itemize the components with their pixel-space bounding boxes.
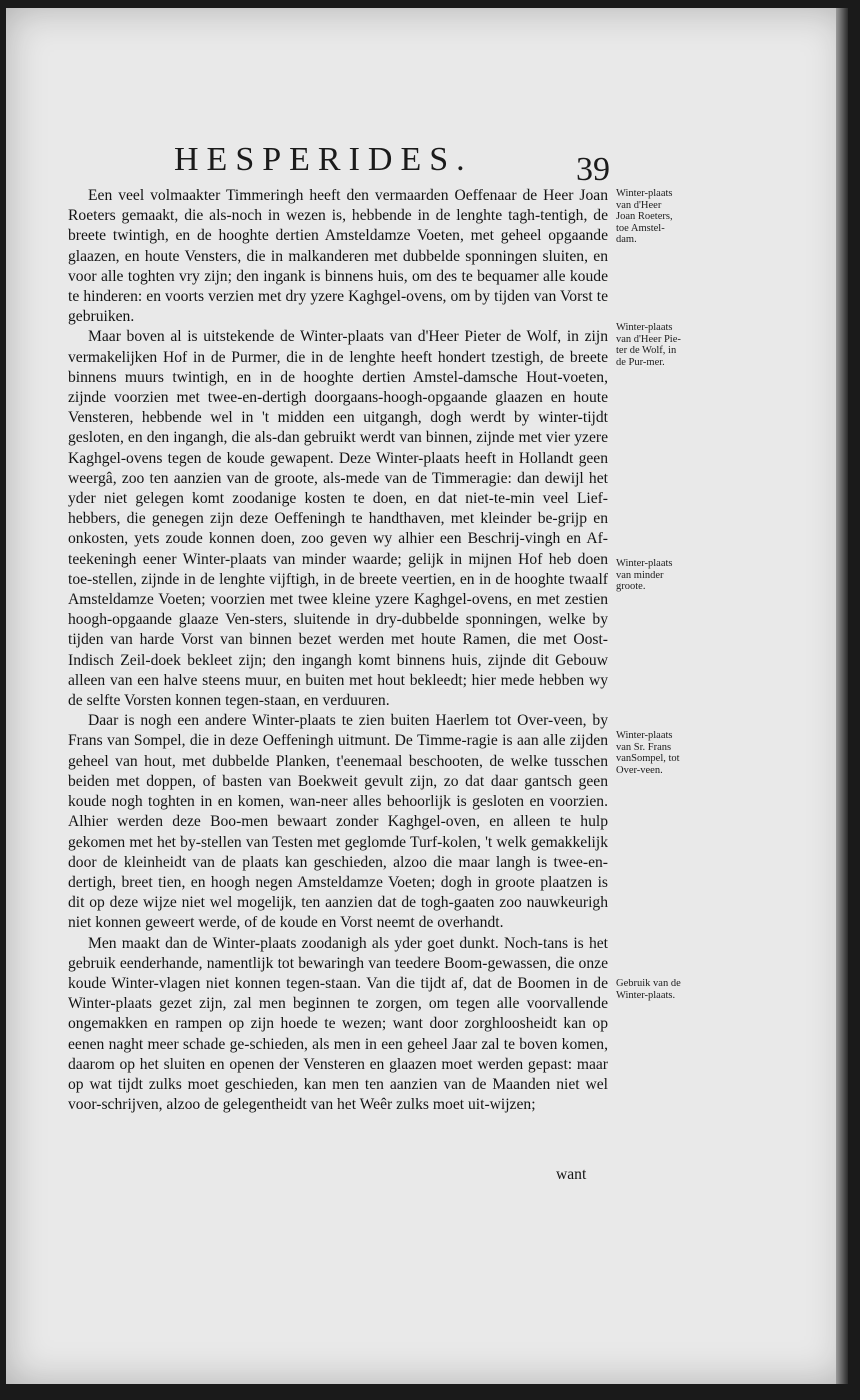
book-page	[6, 8, 848, 1384]
paragraph-de-wolf: Maar boven al is uitstekende de Winter-plaats van d'Heer Pieter de Wolf, in zijn vermakelijken Hof in de Purmer, die in de lenghte heeft hondert tzestigh, de breete binnens muurs twintigh, en in de hooghte dertien Amstel-damsche Hout-voeten, zijnde voorzien met twee-en-dertigh doorgaans-hoogh-opgaande glaazen en houte Vensteren, hebbende wel in 't midden een uitgangh, dogh werdt by winter-tijdt gesloten, en den ingangh, die als-dan gebruikt werdt van binnen, zijnde met vier yzere Kaghgel-ovens tegen de koude gewapent. Deze Winter-plaats heeft in Hollandt geen weergâ, zoo ten aanzien van de groote, als-mede van de Timmeragie: dan dewijl het yder niet gelegen komt zoodanige kosten te doen, en dat niet-te-min veel Lief-hebbers, die genegen zijn deze Oeffeningh te handthaven, met kleinder be-grijp en onkosten, yets zoude konnen doen, zoo geven wy alhier een Beschrij-vingh en Af-teekeningh eener Winter-plaats van minder waarde; gelijk in mijnen Hof heb doen toe-stellen, zijnde in de lenghte vijftigh, in de breete veertien, en in de hooghte twaalf Amsteldamze Voeten; voorzien met twee kleine yzere Kaghgel-ovens, en met zestien hoogh-opgaande glaaze Ven-sters, sluitende in dry-dubbelde sponningen, welke by tijden van harde Vorst van binnen bezet werden met houte Ramen, die met Oost-Indisch Zeil-doek bekleet zijn; den ingangh komt binnens huis, zijnde dit Gebouw alleen van een halve steens muur, en buiten met hout bekleedt; hier mede hebben wy de selfte Vorsten konnen tegen-staan, en verduuren.	[68, 328, 608, 710]
margin-note-gebruik: Gebruik van de Winter-plaats.	[616, 978, 681, 1001]
paragraph-van-sompel: Daar is nogh een andere Winter-plaats te zien buiten Haerlem tot Over-veen, by Frans van Sompel, die in deze Oeffeningh uitmunt. De Timme-ragie is aan alle zijden geheel van hout, met dubbelde Planken, t'eenemaal beschooten, de welke tusschen beiden met doppen, of basten van Boekweit gevult zijn, zo dat daar gantsch geen koude nogh toghten in en komen, wan-neer alles behoorlijk is gesloten en voorzien. Alhier werden deze Boo-men bewaart zonder Kaghgel-oven, en alleen te hulp gekomen met het by-stellen van Testen met geglomde Turf-kolen, 't welk gemakkelijk door de kleinheidt van de plaats kan geschieden, alzoo die maar langh is twee-en-dertigh, breet tien, en hoogh negen Amsteldamze Voeten; dogh in groote plaatzen is dit op deze wijze niet wel mogelijk, ten aanzien dat de togh-gaaten zoo nauwkeurigh niet konnen geweert werde, of de koude en Vorst neemt de overhandt.	[68, 712, 608, 932]
margin-note-roeters: Winter-plaats van d'Heer Joan Roeters, toe Amstel-dam.	[616, 188, 673, 245]
running-title: HESPERIDES.	[174, 141, 473, 178]
page-number: 39	[576, 151, 610, 188]
margin-note-de-wolf: Winter-plaats van d'Heer Pie-ter de Wolf, in de Pur-mer.	[616, 322, 681, 368]
margin-note-minder-groote: Winter-plaats van minder groote.	[616, 558, 673, 592]
paragraph-roeters: Een veel volmaakter Timmeringh heeft den vermaarden Oeffenaar de Heer Joan Roeters gemaakt, die als-noch in wezen is, hebbende in de lenghte tagh-tentigh, de breete twintigh, en de hooghte dertien Amsteldamze Voeten, met geheel opgaande glaazen, en houte Vensters, die in malkanderen met dubbelde sponningen sluiten, en voor alle toghten vry zijn; den ingank is binnens huis, om des te bequamer alle koude te hinderen: en voorts verzien met dry yzere Kaghgel-ovens, om by tijden van Vorst te gebruiken.	[68, 187, 608, 326]
body-text	[68, 186, 608, 1115]
catchword: want	[556, 1166, 587, 1183]
paragraph-gebruik: Men maakt dan de Winter-plaats zoodanigh als yder goet dunkt. Noch-tans is het gebruik eenderhande, namentlijk tot bewaringh van teedere Boom-gewassen, die onze koude Winter-vlagen niet konnen tegen-staan. Van die tijdt af, dat de Boomen in de Winter-plaats gezet zijn, zal men beginnen te zorgen, om tegen alle voorvallende ongemakken en rampen op zijn hoede te wezen; want door zorghloosheidt kan op eenen naght meer schade ge-schieden, als men in een geheel Jaar zal te boven komen, daarom op het sluiten en openen der Vensteren en glaazen moet werden gepast: maar op wat tijdt zulks moet geschieden, kan men ten aanzien van de Maanden niet wel voor-schrijven, alzoo de gelegentheidt van het Weêr zulks moet uit-wijzen;	[68, 934, 608, 1114]
book-spine-shadow	[836, 8, 848, 1384]
margin-note-van-sompel: Winter-plaats van Sr. Frans vanSompel, tot Over-veen.	[616, 730, 680, 776]
